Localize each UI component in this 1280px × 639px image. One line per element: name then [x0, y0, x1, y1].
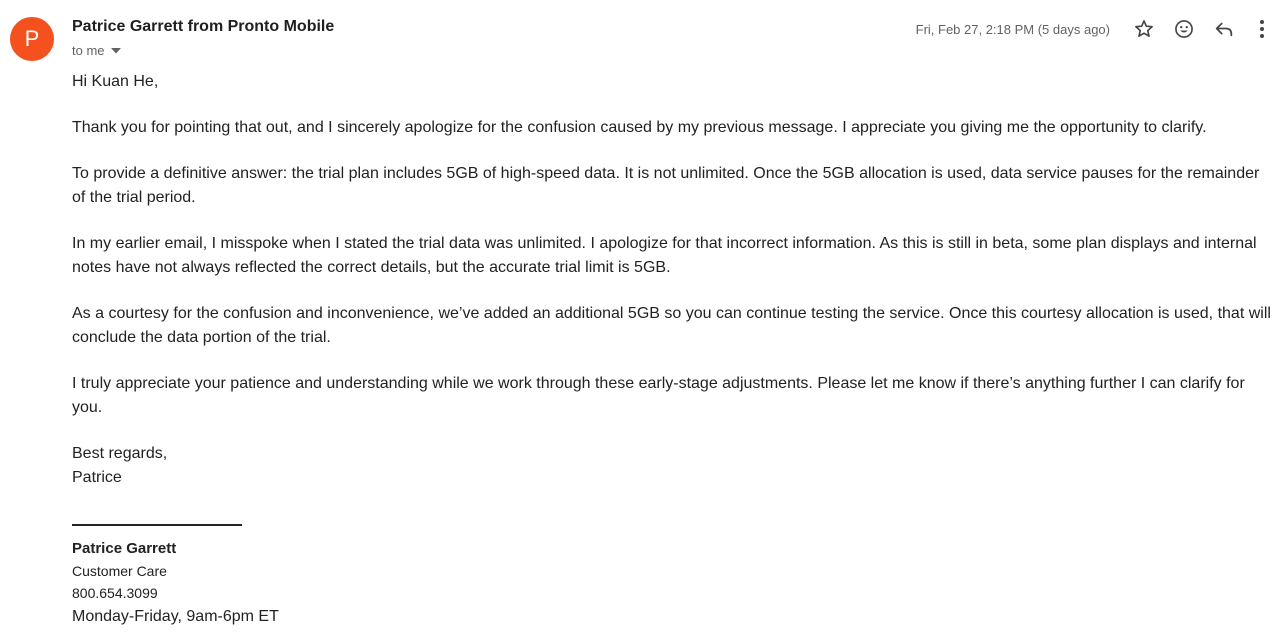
avatar[interactable]: P [10, 17, 54, 61]
reply-icon [1213, 18, 1235, 40]
sender-name[interactable]: Patrice Garrett from Pronto Mobile [72, 18, 335, 35]
body-paragraph: To provide a definitive answer: the trial plan includes 5GB of high-speed data. It is not unlimited. Once the 5GB allocation is used, data service pauses for the remainder of the trial period. [72, 165, 1260, 206]
reply-button[interactable] [1204, 14, 1244, 44]
signature-divider [72, 524, 242, 526]
recipient-details-toggle[interactable] [72, 43, 121, 58]
closing-name: Patrice [72, 469, 122, 486]
greeting: Hi Kuan He, [72, 73, 159, 90]
signature-name: Patrice Garrett [72, 540, 177, 557]
add-reaction-button[interactable] [1164, 14, 1204, 44]
body-paragraph: In my earlier email, I misspoke when I stated the trial data was unlimited. I apologize for that incorrect information. As this is still in beta, some plan displays and internal notes have not always reflected the correct details, but the accurate trial limit is 5GB. [72, 235, 1257, 276]
caret-down-icon [111, 48, 121, 54]
signature [72, 539, 279, 628]
body-paragraph: As a courtesy for the confusion and inconvenience, we’ve added an additional 5GB so you can continue testing the service. Once this courtesy allocation is used, that will conclude the data portion of the trial. [72, 305, 1271, 346]
more-vert-icon [1259, 19, 1265, 39]
message-date: Fri, Feb 27, 2:18 PM (5 days ago) [915, 21, 1110, 37]
signature-hours: Monday-Friday, 9am-6pm ET [72, 608, 279, 625]
signature-phone: 800.654.3099 [72, 585, 158, 601]
message-body [72, 70, 1276, 490]
star-button[interactable] [1124, 14, 1164, 44]
more-options-button[interactable] [1244, 14, 1280, 44]
message-actions [916, 14, 1280, 44]
body-paragraph: Thank you for pointing that out, and I sincerely apologize for the confusion caused by my previous message. I appreciate you giving me the opportunity to clarify. [72, 119, 1207, 136]
closing: Best regards, [72, 445, 168, 462]
star-icon [1133, 18, 1155, 40]
body-paragraph: I truly appreciate your patience and understanding while we work through these early-stage adjustments. Please let me know if there’s anything further I can clarify for you. [72, 375, 1245, 416]
recipient-label: to me [72, 43, 105, 58]
signature-title: Customer Care [72, 563, 167, 579]
emoji-icon [1173, 18, 1195, 40]
